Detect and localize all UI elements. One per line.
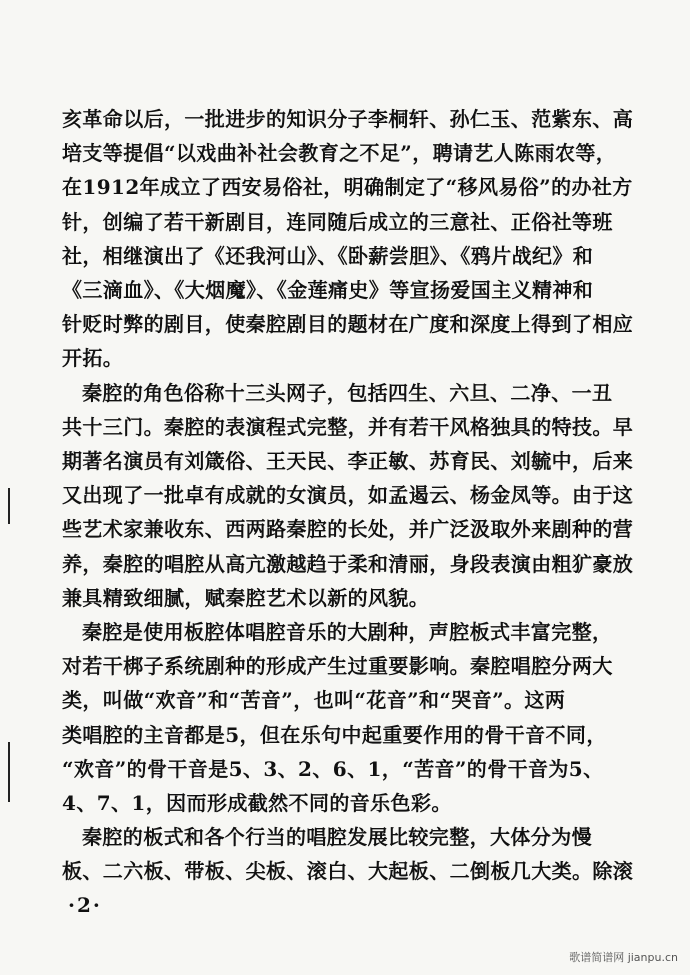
text-line: 对若干梆子系统剧种的形成产生过重要影响。秦腔唱腔分两大 [62, 654, 613, 678]
text-line: 些艺术家兼收东、西两路秦腔的长处，并广泛汲取外来剧种的营 [62, 517, 634, 541]
margin-scan-mark [8, 742, 10, 802]
margin-scan-mark [8, 488, 10, 524]
text-line: 开拓。 [62, 346, 124, 370]
text-line: 培支等提倡“以戏曲补社会教育之不足”，聘请艺人陈雨农等， [62, 141, 617, 165]
page-number: ·2· [68, 893, 102, 917]
paragraph-start-line: 秦腔是使用板腔体唱腔音乐的大剧种，声腔板式丰富完整， [82, 620, 613, 644]
text-line: 期著名演员有刘箴俗、王天民、李正敏、苏育民、刘毓中，后来 [62, 449, 634, 473]
text-line: 社，相继演出了《还我河山》、《卧薪尝胆》、《鸦片战纪》和 [62, 244, 594, 268]
text-line: 针贬时弊的剧目，使秦腔剧目的题材在广度和深度上得到了相应 [62, 312, 634, 336]
text-line: 兼具精致细腻，赋秦腔艺术以新的风貌。 [62, 586, 430, 610]
text-line: 板、二六板、带板、尖板、滚白、大起板、二倒板几大类。除滚 [62, 859, 634, 883]
text-line: 共十三门。秦腔的表演程式完整，并有若干风格独具的特技。早 [62, 415, 634, 439]
watermark: 歌谱简谱网 jianpu.cn [569, 951, 678, 964]
text-line: 养，秦腔的唱腔从高亢激越趋于柔和清丽，身段表演由粗犷豪放 [62, 552, 634, 576]
text-line: 亥革命以后，一批进步的知识分子李桐轩、孙仁玉、范紫东、高 [62, 107, 634, 131]
text-line: “欢音”的骨干音是5、3、2、6、1，“苦音”的骨干音为5、 [62, 757, 604, 781]
text-line: 类唱腔的主音都是5，但在乐句中起重要作用的骨干音不同， [62, 723, 607, 747]
text-line: 类，叫做“欢音”和“苦音”，也叫“花音”和“哭音”。这两 [62, 688, 566, 712]
text-line: 针，创编了若干新剧目，连同随后成立的三意社、正俗社等班 [62, 210, 613, 234]
text-line: 《三滴血》、《大烟魔》、《金莲痛史》等宣扬爱国主义精神和 [62, 278, 594, 302]
paragraph-start-line: 秦腔的板式和各个行当的唱腔发展比较完整，大体分为慢 [82, 825, 592, 849]
text-line: 在1912年成立了西安易俗社，明确制定了“移风易俗”的办社方 [62, 175, 633, 199]
text-line: 又出现了一批卓有成就的女演员，如孟遏云、杨金凤等。由于这 [62, 483, 634, 507]
paragraph-start-line: 秦腔的角色俗称十三头网子，包括四生、六旦、二净、一丑 [82, 381, 613, 405]
text-line: 4、7、1，因而形成截然不同的音乐色彩。 [62, 791, 452, 815]
